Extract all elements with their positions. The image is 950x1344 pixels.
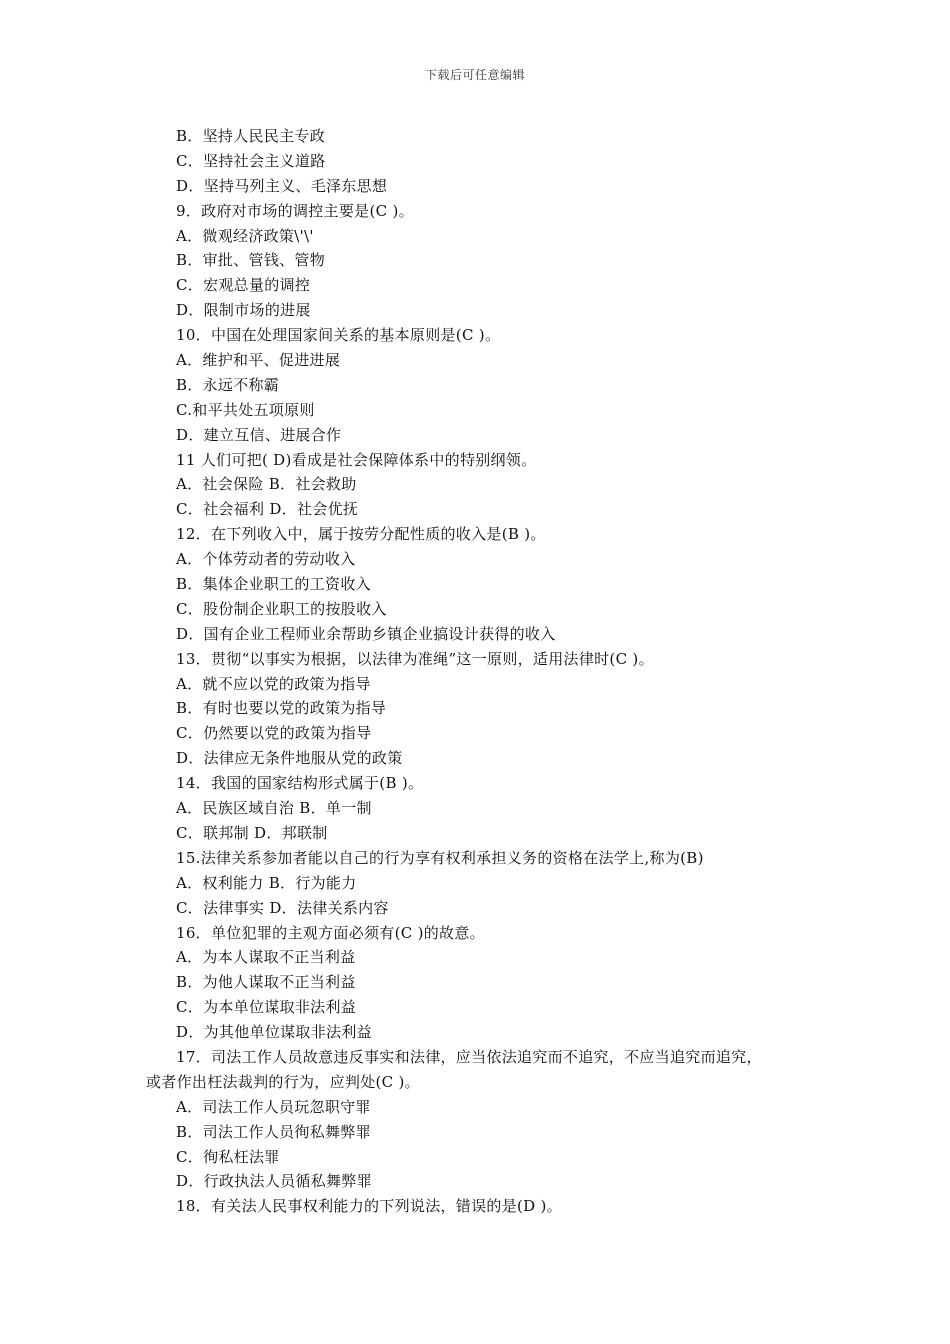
question-line: 9．政府对市场的调控主要是(C )。 xyxy=(176,201,414,220)
option-line: A．就不应以党的政策为指导 xyxy=(176,674,371,693)
option-line: C．股份制企业职工的按股收入 xyxy=(176,599,387,618)
option-line: A．社会保险 B．社会救助 xyxy=(176,475,357,494)
option-line: A．司法工作人员玩忽职守罪 xyxy=(176,1097,371,1116)
option-line: C.和平共处五项原则 xyxy=(176,400,315,419)
option-line: B．司法工作人员徇私舞弊罪 xyxy=(176,1122,371,1141)
question-line: 15.法律关系参加者能以自己的行为享有权利承担义务的资格在法学上,称为(B) xyxy=(176,848,704,867)
question-line: 16．单位犯罪的主观方面必须有(C )的故意。 xyxy=(176,923,485,942)
document-body xyxy=(146,124,826,1219)
question-line: 18．有关法人民事权利能力的下列说法，错误的是(D )。 xyxy=(176,1197,562,1216)
option-line: C．为本单位谋取非法利益 xyxy=(176,998,357,1017)
option-line: B．坚持人民民主专政 xyxy=(176,127,326,145)
question-line: 17．司法工作人员故意违反事实和法律，应当依法追究而不追究，不应当追究而追究， xyxy=(176,1047,762,1066)
option-line: C．仍然要以党的政策为指导 xyxy=(176,724,372,743)
option-line: C．社会福利 D．社会优抚 xyxy=(176,500,359,519)
option-line: A．为本人谋取不正当利益 xyxy=(176,948,356,967)
option-line: D．建立互信、进展合作 xyxy=(176,425,342,444)
question-line: 12．在下列收入中，属于按劳分配性质的收入是(B )。 xyxy=(176,525,546,544)
option-line: C．徇私枉法罪 xyxy=(176,1147,280,1166)
option-line: B．有时也要以党的政策为指导 xyxy=(176,699,387,718)
option-line: D．坚持马列主义、毛泽东思想 xyxy=(176,176,388,195)
question-line: 14．我国的国家结构形式属于(B )。 xyxy=(176,774,424,793)
option-line: A．民族区域自治 B．单一制 xyxy=(176,799,372,818)
option-line: D．行政执法人员循私舞弊罪 xyxy=(176,1172,372,1191)
option-line: D．国有企业工程师业余帮助乡镇企业搞设计获得的收入 xyxy=(176,624,556,643)
question-line: 10．中国在处理国家间关系的基本原则是(C )。 xyxy=(176,326,501,345)
option-line: C．宏观总量的调控 xyxy=(176,276,311,295)
option-line: B．集体企业职工的工资收入 xyxy=(176,575,371,594)
page-header: 下载后可任意编辑 xyxy=(424,68,525,82)
option-line: D．限制市场的进展 xyxy=(176,301,311,320)
option-line: D．法律应无条件地服从党的政策 xyxy=(176,749,403,768)
option-line: C．联邦制 D．邦联制 xyxy=(176,823,328,842)
option-line: B．审批、管钱、管物 xyxy=(176,251,326,270)
option-line: D．为其他单位谋取非法利益 xyxy=(176,1023,372,1042)
option-line: C．法律事实 D．法律关系内容 xyxy=(176,898,389,917)
question-continuation-line: 或者作出枉法裁判的行为，应判处(C )。 xyxy=(146,1072,420,1091)
question-line: 13．贯彻“以事实为根据，以法律为准绳”这一原则，适用法律时(C )。 xyxy=(176,649,654,668)
question-line: 11 人们可把( D)看成是社会保障体系中的特别纲领。 xyxy=(176,450,537,469)
option-line: A．微观经济政策\'\' xyxy=(176,226,314,245)
option-line: A．权利能力 B．行为能力 xyxy=(176,873,357,892)
option-line: C．坚持社会主义道路 xyxy=(176,151,326,170)
option-line: B．为他人谋取不正当利益 xyxy=(176,973,356,992)
option-line: B．永远不称霸 xyxy=(176,375,280,394)
option-line: A．个体劳动者的劳动收入 xyxy=(176,550,356,569)
option-line: A．维护和平、促进进展 xyxy=(176,351,341,370)
